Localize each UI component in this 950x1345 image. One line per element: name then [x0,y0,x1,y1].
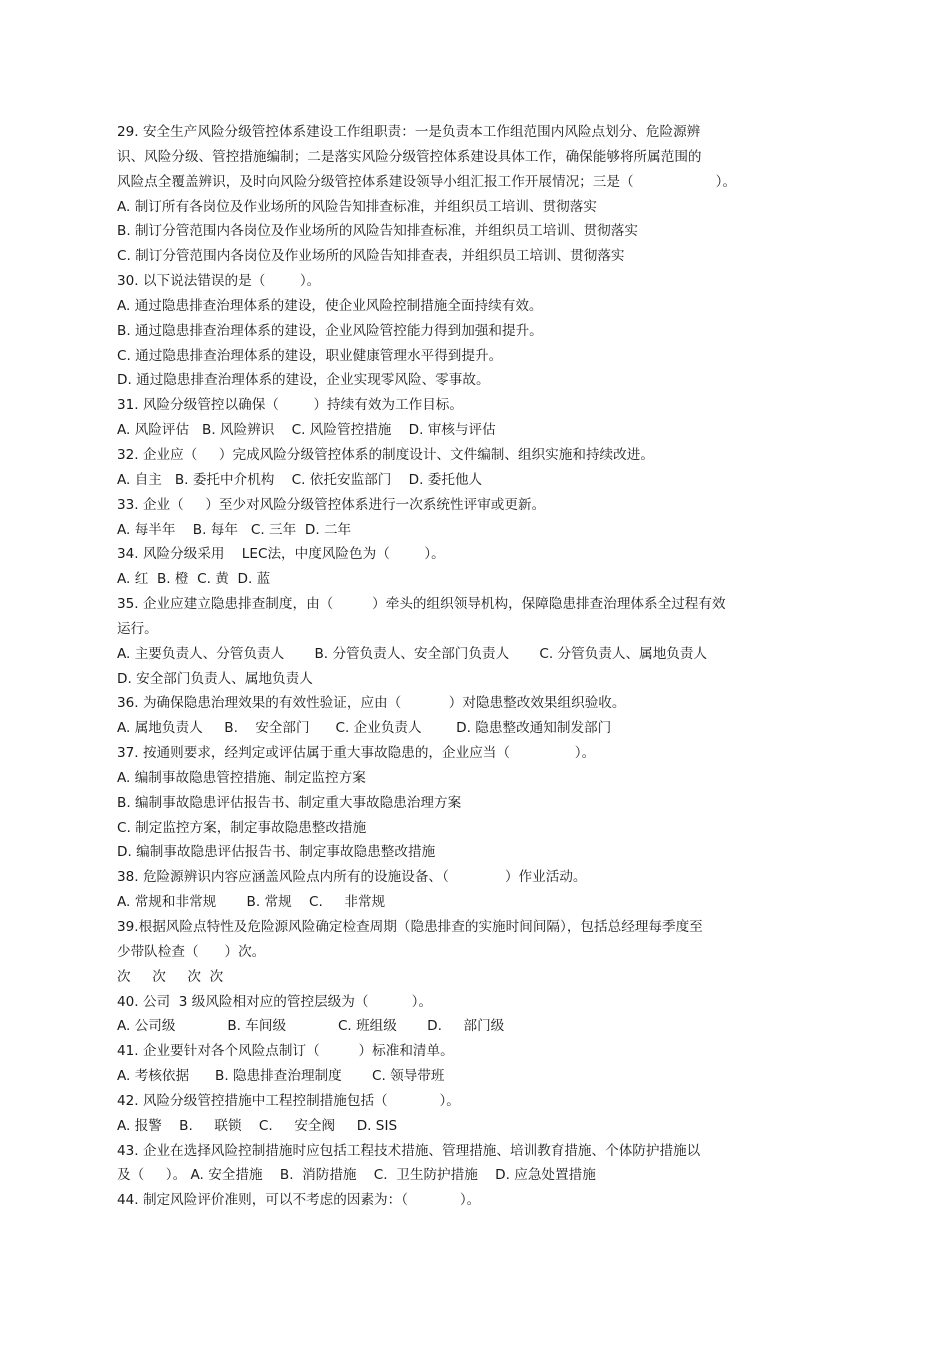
text-line: A. 自主 B. 委托中介机构 C. 依托安监部门 D. 委托他人 [117,471,483,488]
text-line: 31. 风险分级管控以确保（ ）持续有效为工作目标。 [117,397,463,414]
text-line: D. 编制事故隐患评估报告书、制定事故隐患整改措施 [117,844,436,861]
text-line: 少带队检查（ ）次。 [117,943,266,960]
text-line: B. 通过隐患排查治理体系的建设，企业风险管控能力得到加强和提升。 [117,322,543,339]
text-line: A. 红 B. 橙 C. 黄 D. 蓝 [117,571,271,588]
text-line: A. 编制事故隐患管控措施、制定监控方案 [117,769,366,786]
text-line: 40. 公司 3 级风险相对应的管控层级为（ ）。 [117,993,433,1010]
text-line: A. 公司级 B. 车间级 C. 班组级 D. 部门级 [117,1018,505,1035]
text-line: 29. 安全生产风险分级管控体系建设工作组职责：一是负责本工作组范围内风险点划分、危险源辨 [117,124,701,140]
text-line: 34. 风险分级采用 LEC法，中度风险色为（ ）。 [117,546,445,563]
text-line: A. 风险评估 B. 风险辨识 C. 风险管控措施 D. 审核与评估 [117,422,496,439]
text-line: 37. 按通则要求，经判定或评估属于重大事故隐患的，企业应当（ ）。 [117,745,596,762]
text-line: A. 主要负责人、分管负责人 B. 分管负责人、安全部门负责人 C. 分管负责人、属地负责人 [117,645,708,662]
text-line: 运行。 [117,620,158,637]
text-line: 32. 企业应（ ）完成风险分级管控体系的制度设计、文件编制、组织实施和持续改进。 [117,446,654,463]
text-line: A. 属地负责人 B. 安全部门 C. 企业负责人 D. 隐患整改通知制发部门 [117,720,612,737]
text-line: 30. 以下说法错误的是（ ）。 [117,273,321,290]
text-line: 39.根据风险点特性及危险源风险确定检查周期（隐患排查的实施时间间隔），包括总经理每季度至 [117,919,703,935]
text-line: A. 报警 B. 联锁 C. 安全阀 D. SIS [117,1117,398,1134]
text-line: D. 安全部门负责人、属地负责人 [117,670,313,687]
text-line: C. 通过隐患排查治理体系的建设，职业健康管理水平得到提升。 [117,347,503,364]
text-line: C. 制定监控方案，制定事故隐患整改措施 [117,819,367,836]
text-line: 43. 企业在选择风险控制措施时应包括工程技术措施、管理措施、培训教育措施、个体防护措施以 [117,1142,701,1159]
text-line: 次 次 次 次 [117,968,224,985]
text-line: B. 编制事故隐患评估报告书、制定重大事故隐患治理方案 [117,794,462,811]
text-line: 35. 企业应建立隐患排查制度，由（ ）牵头的组织领导机构，保障隐患排查治理体系全过程有效 [117,596,726,613]
text-line: 41. 企业要针对各个风险点制订（ ）标准和清单。 [117,1043,454,1060]
text-line: 38. 危险源辨识内容应涵盖风险点内所有的设施设备、（ ）作业活动。 [117,869,587,886]
text-line: C. 制订分管范围内各岗位及作业场所的风险告知排查表，并组织员工培训、贯彻落实 [117,248,625,265]
document-body [117,120,817,1213]
text-line: 及（ ）。 A. 安全措施 B. 消防措施 C. 卫生防护措施 D. 应急处置措施 [117,1167,596,1184]
text-line: 42. 风险分级管控措施中工程控制措施包括（ ）。 [117,1092,460,1109]
text-line: 33. 企业（ ）至少对风险分级管控体系进行一次系统性评审或更新。 [117,496,546,513]
text-line: A. 考核依据 B. 隐患排查治理制度 C. 领导带班 [117,1068,445,1085]
text-line: A. 每半年 B. 每年 C. 三年 D. 二年 [117,521,352,538]
text-line: B. 制订分管范围内各岗位及作业场所的风险告知排查标准，并组织员工培训、贯彻落实 [117,223,638,240]
text-line: D. 通过隐患排查治理体系的建设，企业实现零风险、零事故。 [117,372,490,389]
text-line: 44. 制定风险评价准则，可以不考虑的因素为：（ ）。 [117,1192,481,1209]
text-line: A. 常规和非常规 B. 常规 C. 非常规 [117,894,386,911]
text-line: A. 通过隐患排查治理体系的建设，使企业风险控制措施全面持续有效。 [117,297,543,314]
text-line: 风险点全覆盖辨识，及时向风险分级管控体系建设领导小组汇报工作开展情况；三是（ ）。 [117,173,737,190]
text-line: 识、风险分级、管控措施编制；二是落实风险分级管控体系建设具体工作，确保能够将所属范围的 [117,148,702,165]
text-line: 36. 为确保隐患治理效果的有效性验证，应由（ ）对隐患整改效果组织验收。 [117,695,626,712]
text-line: A. 制订所有各岗位及作业场所的风险告知排查标准，并组织员工培训、贯彻落实 [117,198,597,215]
